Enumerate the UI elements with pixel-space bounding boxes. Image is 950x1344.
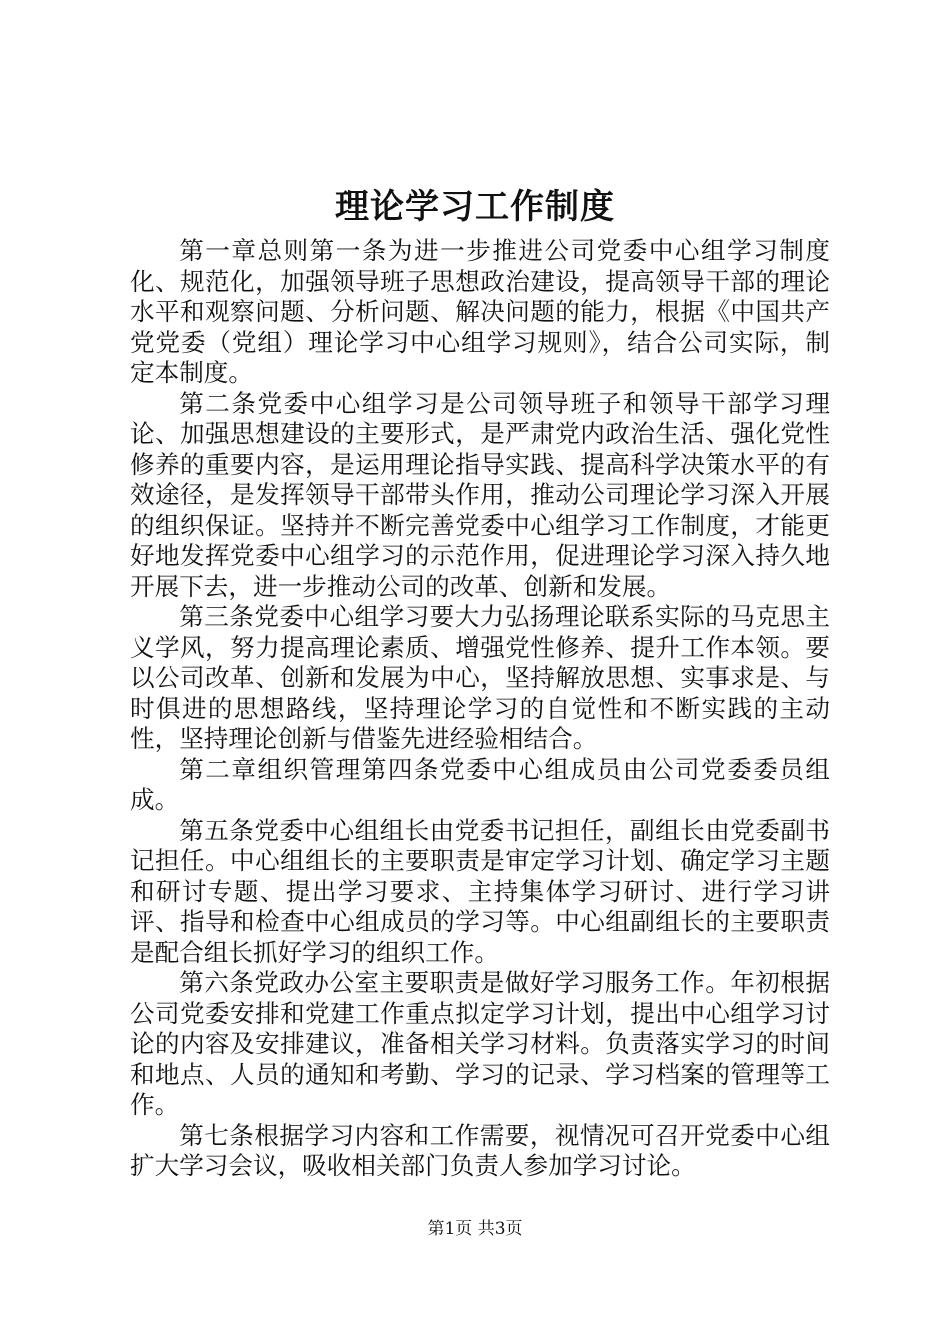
document-title: 理论学习工作制度 — [335, 187, 615, 227]
page-footer: 第1页 共3页 — [427, 1219, 523, 1239]
paragraph-1: 第一章总则第一条为进一步推进公司党委中心组学习制度化、规范化，加强领导班子思想政治建设，提高领导干部的理论水平和观察问题、分析问题、解决问题的能力，根据《中国共产党党委（党组）理论学习中心组学习规则》，结合公司实际，制定本制度。 — [130, 236, 830, 387]
paragraph-3: 第三条党委中心组学习要大力弘扬理论联系实际的马克思主义学风，努力提高理论素质、增强党性修养、提升工作本领。要以公司改革、创新和发展为中心，坚持解放思想、实事求是、与时俱进的思想路线，坚持理论学习的自觉性和不断实践的主动性，坚持理论创新与借鉴先进经验相结合。 — [130, 602, 830, 753]
paragraph-6: 第六条党政办公室主要职责是做好学习服务工作。年初根据公司党委安排和党建工作重点拟定学习计划，提出中心组学习讨论的内容及安排建议，准备相关学习材料。负责落实学习的时间和地点、人员的通知和考勤、学习的记录、学习档案的管理等工作。 — [130, 968, 830, 1119]
paragraph-2: 第二条党委中心组学习是公司领导班子和领导干部学习理论、加强思想建设的主要形式，是严肃党内政治生活、强化党性修养的重要内容，是运用理论指导实践、提高科学决策水平的有效途径，是发挥领导干部带头作用，推动公司理论学习深入开展的组织保证。坚持并不断完善党委中心组学习工作制度，才能更好地发挥党委中心组学习的示范作用，促进理论学习深入持久地开展下去，进一步推动公司的改革、创新和发展。 — [130, 388, 830, 601]
paragraph-4: 第二章组织管理第四条党委中心组成员由公司党委委员组成。 — [130, 754, 830, 814]
document-body — [130, 236, 830, 1182]
paragraph-7: 第七条根据学习内容和工作需要，视情况可召开党委中心组扩大学习会议，吸收相关部门负责人参加学习讨论。 — [130, 1120, 830, 1180]
paragraph-5: 第五条党委中心组组长由党委书记担任，副组长由党委副书记担任。中心组组长的主要职责是审定学习计划、确定学习主题和研讨专题、提出学习要求、主持集体学习研讨、进行学习讲评、指导和检查中心组成员的学习等。中心组副组长的主要职责是配合组长抓好学习的组织工作。 — [130, 815, 830, 967]
